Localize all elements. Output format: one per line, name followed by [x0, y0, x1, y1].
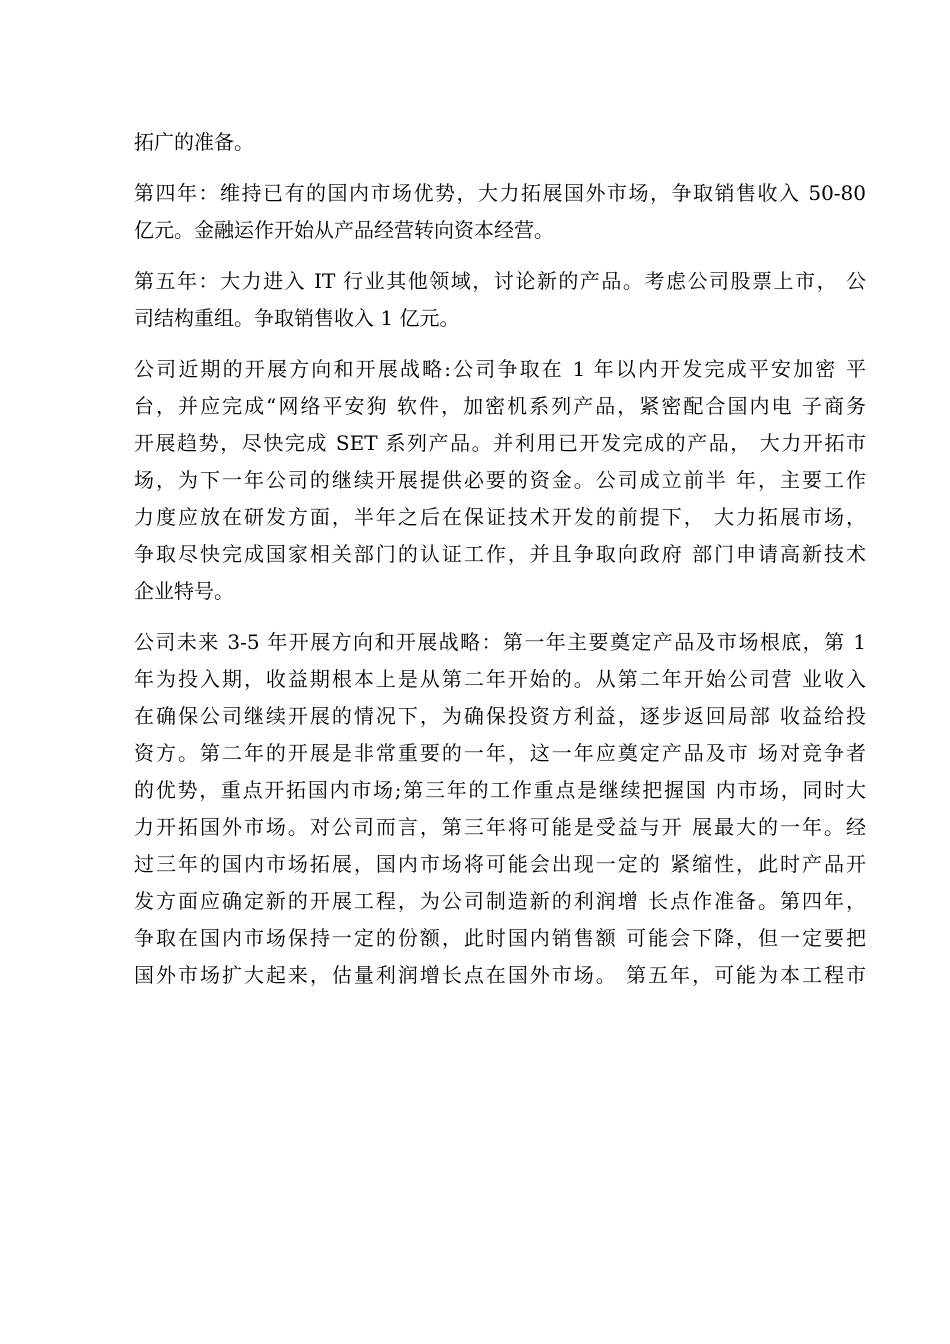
text-line: 力度应放在研发方面，半年之后在保证技术开发的前提下， 大力拓展市场，	[134, 505, 866, 529]
paragraph-gap	[134, 610, 866, 624]
text-line: 公司近期的开展方向和开展战略:公司争取在 1 年以内开发完成平安加密 平	[134, 357, 866, 381]
text-line: 力开拓国外市场。对公司而言，第三年将可能是受益与开 展最大的一年。经	[134, 815, 866, 839]
paragraph-near-term-strategy	[134, 351, 866, 610]
text-line: 发方面应确定新的开展工程，为公司制造新的利润增 长点作准备。第四年，	[134, 889, 866, 913]
paragraph-gap	[134, 161, 866, 175]
paragraph-gap	[134, 337, 866, 351]
text-line: 过三年的国内市场拓展，国内市场将可能会出现一定的 紧缩性，此时产品开	[134, 852, 866, 876]
text-line: 年为投入期，收益期根本上是从第二年开始的。从第二年开始公司营 业收入	[134, 667, 866, 691]
text-line: 第五年：大力进入 IT 行业其他领域，讨论新的产品。考虑公司股票上市， 公	[134, 269, 866, 293]
paragraph-expansion-prep	[134, 124, 866, 161]
text-line: 开展趋势，尽快完成 SET 系列产品。并利用已开发完成的产品， 大力开拓市	[134, 431, 866, 455]
text-line: 亿元。金融运作开始从产品经营转向资本经营。	[134, 218, 554, 242]
text-line: 场，为下一年公司的继续开展提供必要的资金。公司成立前半 年，主要工作	[134, 468, 866, 492]
text-line: 国外市场扩大起来，估量利润增长点在国外市场。 第五年，可能为本工程市	[134, 963, 866, 987]
text-line: 司结构重组。争取销售收入 1 亿元。	[134, 306, 460, 330]
paragraph-3-5-year-strategy	[134, 624, 866, 994]
text-line: 第四年：维持已有的国内市场优势，大力拓展国外市场，争取销售收入 50-80	[134, 181, 866, 205]
text-line: 争取尽快完成国家相关部门的认证工作，并且争取向政府 部门申请高新技术	[134, 542, 866, 566]
text-line: 台，并应完成“网络平安狗 软件，加密机系列产品，紧密配合国内电 子商务	[134, 394, 866, 418]
text-line: 公司未来 3-5 年开展方向和开展战略：第一年主要奠定产品及市场根底，第 1	[134, 630, 866, 654]
document-body	[134, 124, 866, 994]
text-line: 企业特号。	[134, 579, 234, 603]
text-line: 在确保公司继续开展的情况下，为确保投资方利益，逐步返回局部 收益给投	[134, 704, 866, 728]
text-line: 资方。第二年的开展是非常重要的一年，这一年应奠定产品及市 场对竞争者	[134, 741, 866, 765]
paragraph-year-four	[134, 175, 866, 249]
text-line: 拓广的准备。	[134, 130, 254, 154]
paragraph-year-five	[134, 263, 866, 337]
text-line: 的优势，重点开拓国内市场;第三年的工作重点是继续把握国 内市场，同时大	[134, 778, 866, 802]
paragraph-gap	[134, 249, 866, 263]
text-line: 争取在国内市场保持一定的份额，此时国内销售额 可能会下降，但一定要把	[134, 926, 866, 950]
